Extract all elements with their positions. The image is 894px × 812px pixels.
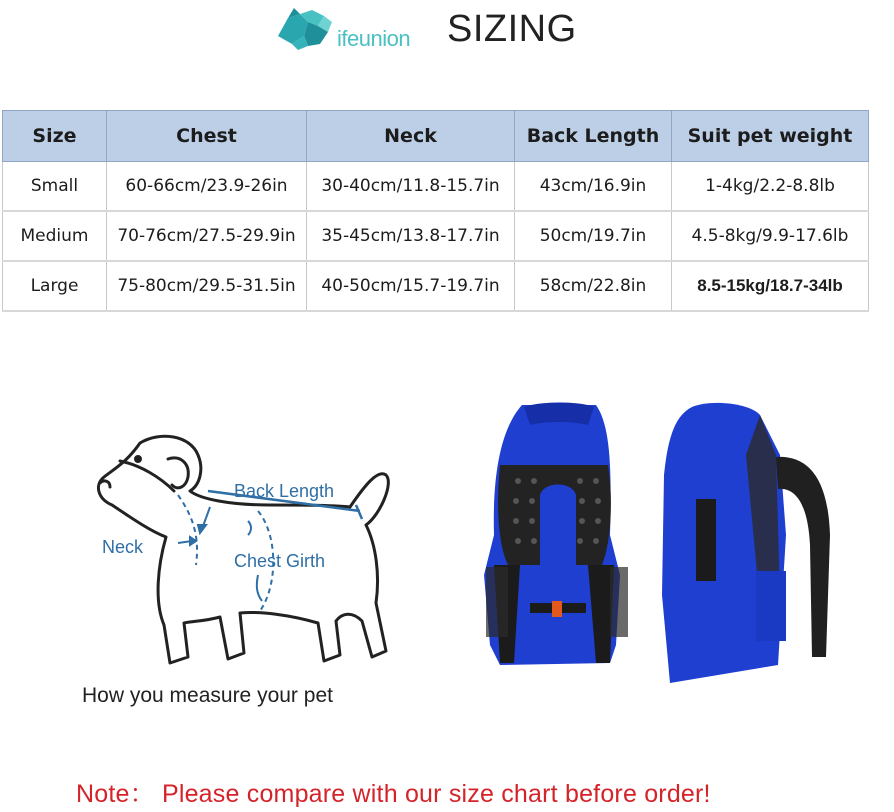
header [0, 0, 894, 70]
cell-size: Small [3, 162, 107, 212]
logo-text: ifeunion [337, 26, 411, 51]
diagram-caption: How you measure your pet [82, 684, 333, 707]
header-chest: Chest [107, 111, 307, 162]
cell-neck: 40-50cm/15.7-19.7in [307, 261, 515, 311]
dog-measurement-diagram [80, 425, 420, 685]
cell-size: Medium [3, 211, 107, 261]
header-back-length: Back Length [515, 111, 672, 162]
cell-chest: 60-66cm/23.9-26in [107, 162, 307, 212]
cell-size: Large [3, 261, 107, 311]
cell-chest: 75-80cm/29.5-31.5in [107, 261, 307, 311]
header-size: Size [3, 111, 107, 162]
neck-label: Neck [102, 537, 144, 557]
header-neck: Neck [307, 111, 515, 162]
cell-neck: 35-45cm/13.8-17.7in [307, 211, 515, 261]
table-row [3, 261, 869, 311]
cell-weight: 8.5-15kg/18.7-34lb [672, 261, 869, 311]
backpack-product-image [460, 395, 880, 695]
dog-logo-icon [274, 6, 336, 52]
size-note: Note： Please compare with our size chart before order! [76, 780, 711, 808]
cell-weight: 1-4kg/2.2-8.8lb [672, 162, 869, 212]
cell-chest: 70-76cm/27.5-29.9in [107, 211, 307, 261]
header-suit-pet-weight: Suit pet weight [672, 111, 869, 162]
chest-girth-label: Chest Girth [234, 551, 326, 571]
cell-back-length: 43cm/16.9in [515, 162, 672, 212]
cell-back-length: 50cm/19.7in [515, 211, 672, 261]
table-header-row [3, 111, 869, 162]
size-chart-table [2, 110, 869, 312]
cell-neck: 30-40cm/11.8-15.7in [307, 162, 515, 212]
back-length-label: Back Length [234, 481, 335, 501]
table-row [3, 211, 869, 261]
cell-back-length: 58cm/22.8in [515, 261, 672, 311]
cell-weight: 4.5-8kg/9.9-17.6lb [672, 211, 869, 261]
backpack-side [662, 403, 830, 683]
backpack-front [484, 403, 628, 666]
page-title: SIZING [447, 8, 577, 50]
table-row [3, 162, 869, 212]
